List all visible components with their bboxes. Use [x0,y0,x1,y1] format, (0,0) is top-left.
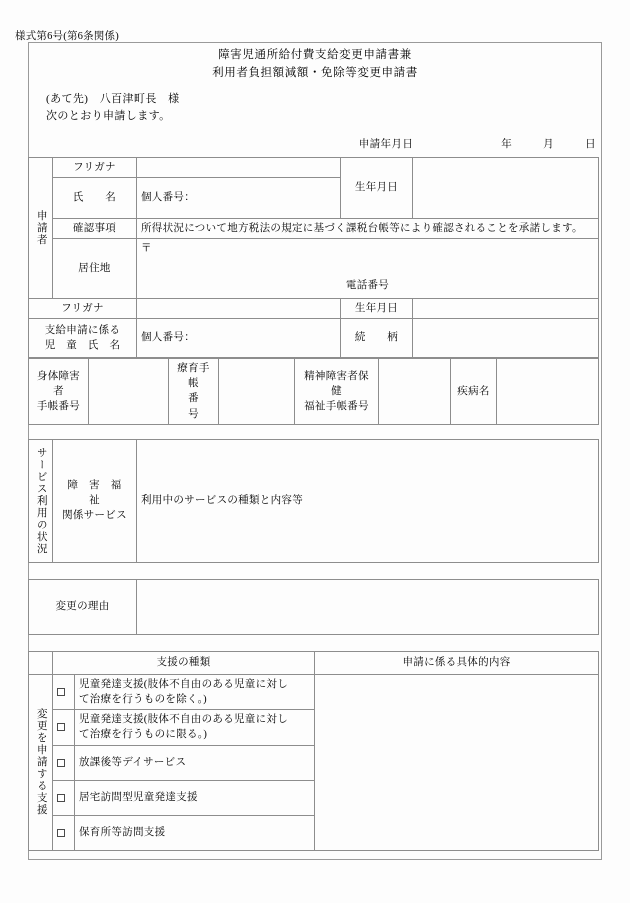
support-label-1 [75,674,315,709]
child-furigana-row [29,298,599,318]
support-label-1-line2: て治療を行うものを除く。) [79,694,207,705]
child-relation-label: 続 柄 [341,318,413,357]
applicant-address-value[interactable] [137,239,599,298]
service-category-label [53,439,137,562]
physical-handbook-value[interactable] [89,358,169,424]
applicant-address-row [29,239,599,298]
change-reason-value[interactable] [137,579,599,634]
disease-label: 疾病名 [451,358,497,424]
checkbox-icon [57,723,65,731]
mental-handbook-line2: 福祉手帳番号 [304,400,369,412]
support-label-2 [75,710,315,745]
applicant-confirm-row [29,219,599,239]
handbook-row [29,358,599,424]
applicant-name-label: 氏 名 [53,178,137,219]
support-label-2-line1: 児童発達支援(肢体不自由のある児童に対し [79,714,288,726]
applicant-section-label: 申請者 [29,157,53,298]
support-type-table [28,651,599,851]
application-date-row [28,136,602,151]
support-type-header: 支援の種類 [53,651,315,674]
ryoiku-handbook-label [169,358,219,424]
statement-line: 次のとおり申請します。 [46,110,171,123]
support-label-1-line1: 児童発達支援(肢体不自由のある児童に対し [79,678,288,690]
addressee-line: (あて先) 八百津町長 様 [46,92,180,105]
application-month[interactable]: 月 [543,138,555,150]
title-line-1: 障害児通所給付費支給変更申請書兼 [218,49,412,61]
postal-mark: 〒 [141,243,152,255]
service-content-cell[interactable] [137,439,599,562]
applicant-confirm-label: 確認事項 [53,219,137,239]
mental-handbook-label [295,358,379,424]
form-content [28,42,602,851]
checkbox-icon [57,829,65,837]
ryoiku-handbook-line2: 番 号 [188,393,221,420]
application-day[interactable]: 日 [585,138,596,150]
spacer-after-handbook [28,425,602,439]
service-status-section-label: サービス利用の状況 [29,439,53,562]
support-row [29,674,599,709]
addressee-block [28,91,602,126]
service-content-header: 利用中のサービスの種類と内容等 [141,495,303,507]
applicant-address-label: 居住地 [53,239,137,298]
support-checkbox-2[interactable] [53,710,75,745]
handbook-table [28,358,599,425]
support-detail-value[interactable] [315,674,599,850]
application-date-label: 申請年月日 [358,138,414,150]
service-category-line2: 関係サービス [62,510,127,522]
physical-handbook-line1: 身体障害者 [36,370,81,397]
child-furigana-label: フリガナ [29,298,137,318]
child-my-number[interactable] [137,318,341,357]
applicant-my-number[interactable] [137,178,341,219]
support-table-header-row [29,651,599,674]
child-furigana-value[interactable] [137,298,341,318]
checkbox-icon [57,759,65,767]
child-birth-label: 生年月日 [341,298,413,318]
checkbox-icon [57,688,65,696]
support-label-4: 居宅訪問型児童発達支援 [75,780,315,815]
checkbox-icon [57,794,65,802]
applicant-phone-label: 電話番号 [345,280,390,292]
child-name-label-line2: 児 童 氏 名 [44,339,121,351]
physical-handbook-label [29,358,89,424]
support-checkbox-5[interactable] [53,815,75,850]
child-name-label-line1: 支給申請に係る [44,324,121,336]
document-title [28,42,602,83]
change-reason-row [29,579,599,634]
mental-handbook-value[interactable] [379,358,451,424]
ryoiku-handbook-value[interactable] [219,358,295,424]
applicant-furigana-value[interactable] [137,157,341,177]
child-my-number-label: 個人番号： [141,332,195,344]
application-date-fields [473,136,596,151]
support-label-2-line2: て治療を行うものに限る。) [79,729,208,741]
applicant-my-number-label: 個人番号： [141,192,195,204]
applicant-furigana-row [29,157,599,177]
support-label-5: 保育所等訪問支援 [75,815,315,850]
child-name-label [29,318,137,357]
service-status-table [28,439,599,563]
applicant-birth-value[interactable] [413,157,599,218]
spacer-after-reason [28,635,602,651]
child-name-row [29,318,599,357]
change-reason-table [28,579,599,635]
service-status-row [29,439,599,562]
support-checkbox-3[interactable] [53,745,75,780]
physical-handbook-line2: 手帳番号 [36,400,81,412]
spacer-after-service [28,563,602,579]
support-detail-header: 申請に係る具体的内容 [315,651,599,674]
support-label-3: 放課後等デイサービス [75,745,315,780]
child-relation-value[interactable] [413,318,599,357]
title-line-2: 利用者負担額減額・免除等変更申請書 [212,66,418,79]
support-checkbox-1[interactable] [53,674,75,709]
change-reason-label: 変更の理由 [29,579,137,634]
applicant-child-table [28,157,599,358]
disease-value[interactable] [497,358,599,424]
child-birth-value[interactable] [413,298,599,318]
application-year[interactable]: 年 [501,138,513,150]
support-checkbox-4[interactable] [53,780,75,815]
applicant-confirm-text: 所得状況について地方税法の規定に基づく課税台帳等により確認されることを承諾します。 [137,219,599,239]
form-number: 様式第6号(第6条関係) [15,31,119,42]
service-category-line1: 障 害 福 祉 [67,479,133,507]
support-side-label: 変更を申請する支援 [29,674,53,850]
applicant-birth-label: 生年月日 [341,157,413,218]
ryoiku-handbook-line1: 療育手帳 [177,362,210,390]
applicant-furigana-label: フリガナ [53,157,137,177]
mental-handbook-line1: 精神障害者保健 [304,370,369,397]
